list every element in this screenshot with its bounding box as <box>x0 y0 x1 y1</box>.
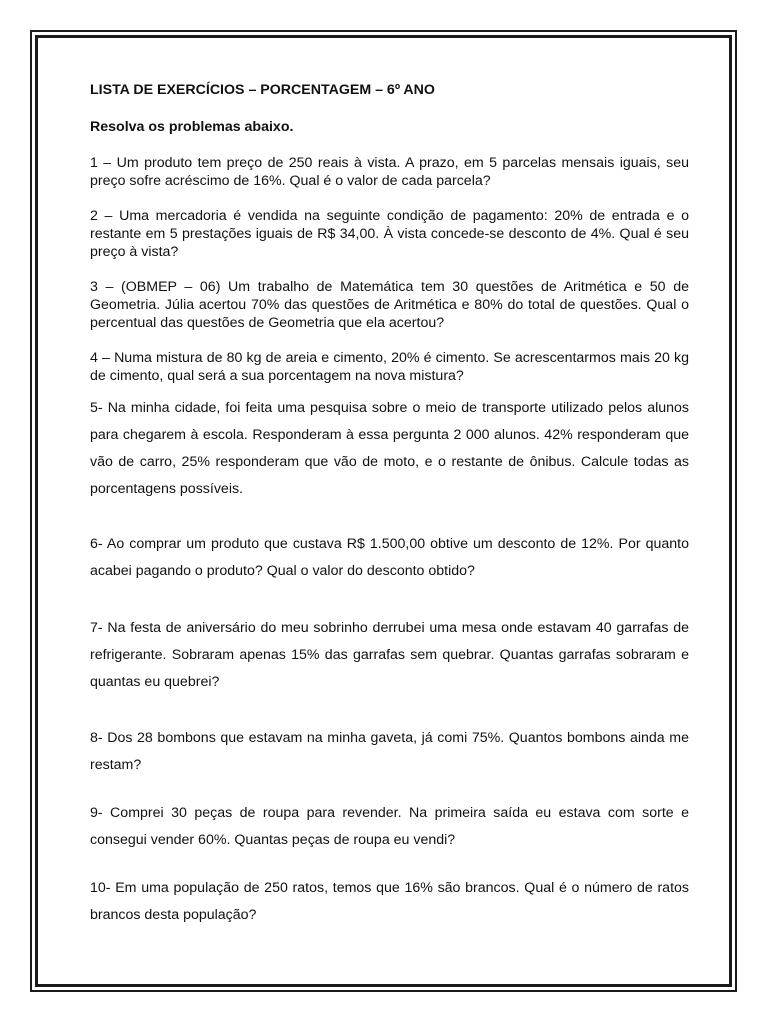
question-4: 4 – Numa mistura de 80 kg de areia e cimento, 20% é cimento. Se acrescentarmos mais 20 kg de cimento, qual será a sua porcentagem na nova mistura? <box>90 350 689 384</box>
worksheet-title: LISTA DE EXERCÍCIOS – PORCENTAGEM – 6º ANO <box>90 82 435 98</box>
question-2: 2 – Uma mercadoria é vendida na seguinte condição de pagamento: 20% de entrada e o restante em 5 prestações iguais de R$ 34,00. À vista concede-se desconto de 4%. Qual é seu preço à vista? <box>90 208 689 260</box>
question-8: 8- Dos 28 bombons que estavam na minha gaveta, já comi 75%. Quantos bombons ainda me restam? <box>90 730 689 773</box>
question-6: 6- Ao comprar um produto que custava R$ 1.500,00 obtive um desconto de 12%. Por quanto acabei pagando o produto? Qual o valor do desconto obtido? <box>90 536 689 579</box>
question-5: 5- Na minha cidade, foi feita uma pesquisa sobre o meio de transporte utilizado pelos alunos para chegarem à escola. Responderam à essa pergunta 2 000 alunos. 42% responderam que vão de carro, 25% responderam que vão de moto, e o restante de ônibus. Calcule todas as porcentagens possíveis. <box>90 400 689 497</box>
question-1: 1 – Um produto tem preço de 250 reais à vista. A prazo, em 5 parcelas mensais iguais, seu preço sofre acréscimo de 16%. Qual é o valor de cada parcela? <box>90 155 689 189</box>
question-9: 9- Comprei 30 peças de roupa para revender. Na primeira saída eu estava com sorte e consegui vender 60%. Quantas peças de roupa eu vendi? <box>90 805 689 848</box>
worksheet-instructions: Resolva os problemas abaixo. <box>90 119 294 135</box>
worksheet-content <box>90 81 689 929</box>
question-3: 3 – (OBMEP – 06) Um trabalho de Matemática tem 30 questões de Aritmética e 50 de Geometria. Júlia acertou 70% das questões de Aritmética e 80% do total de questões. Qual o percentual das questões de Geometria que ela acertou? <box>90 279 689 331</box>
question-7: 7- Na festa de aniversário do meu sobrinho derrubei uma mesa onde estavam 40 garrafas de refrigerante. Sobraram apenas 15% das garrafas sem quebrar. Quantas garrafas sobraram e quantas eu quebrei? <box>90 620 689 690</box>
question-10: 10- Em uma população de 250 ratos, temos que 16% são brancos. Qual é o número de ratos brancos desta população? <box>90 880 689 923</box>
